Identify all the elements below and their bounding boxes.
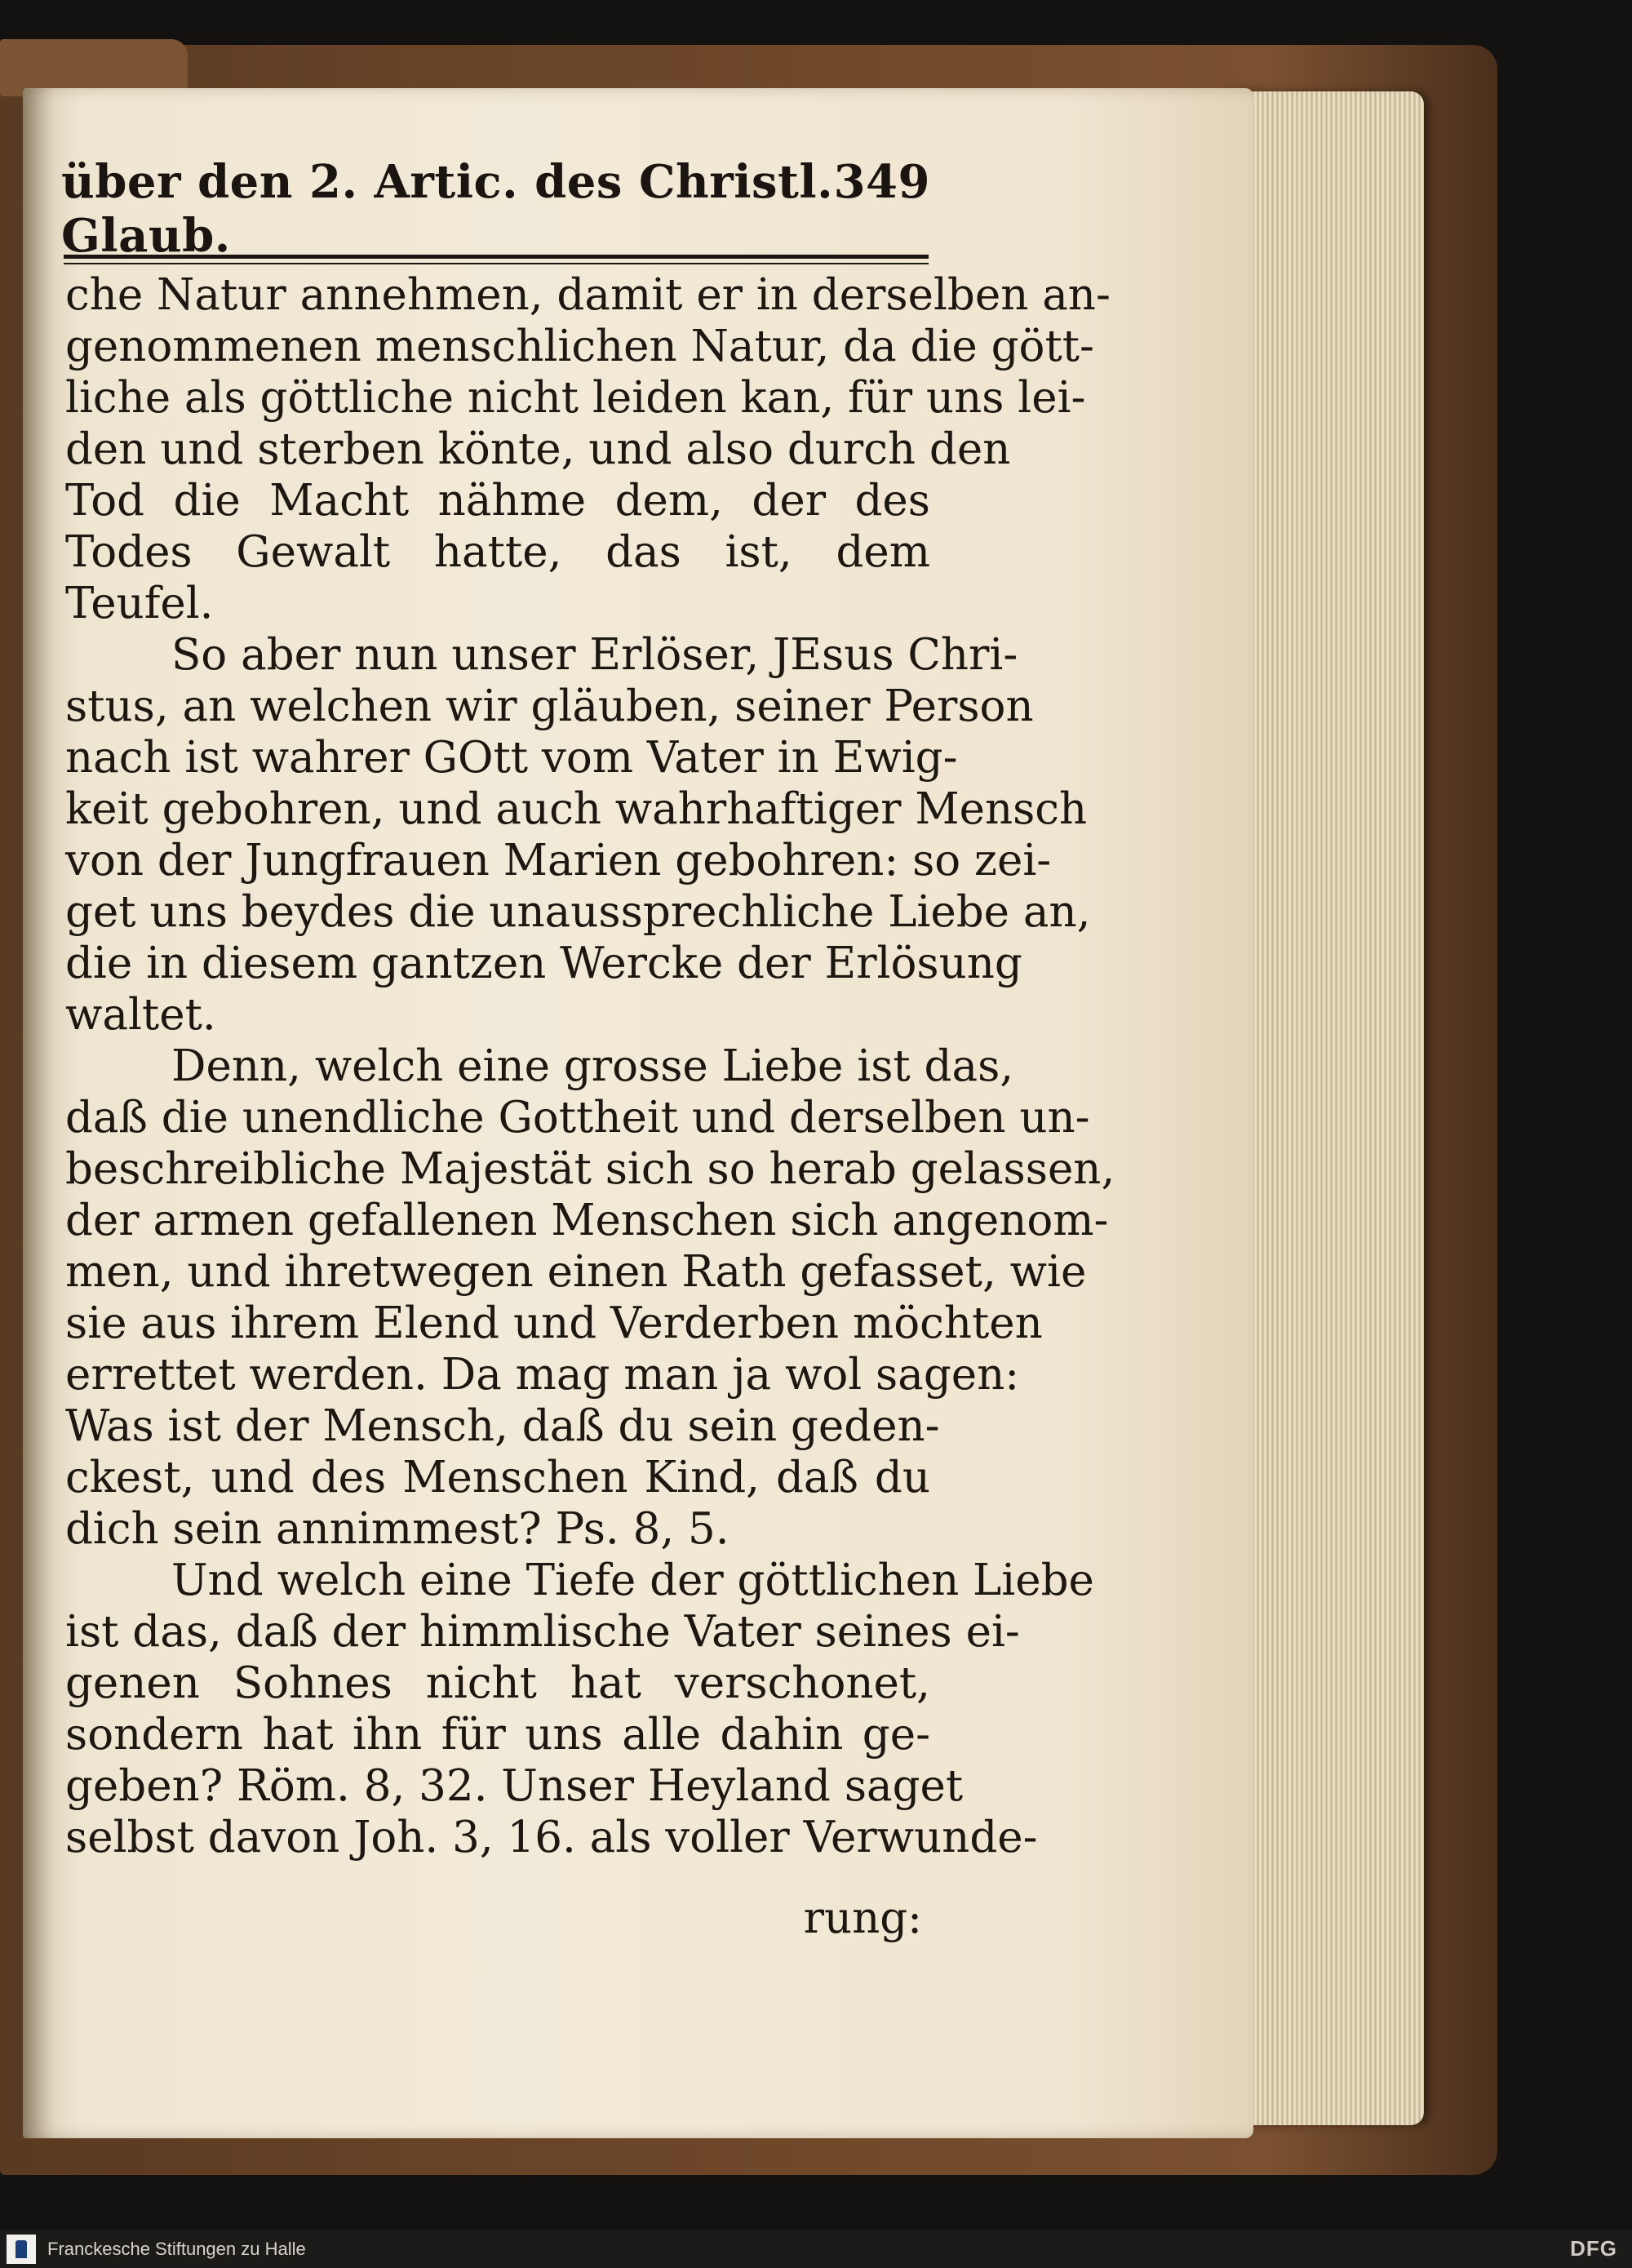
text-line: keit gebohren, und auch wahrhaftiger Mensch: [65, 784, 1088, 834]
header-rule-thin: [64, 263, 929, 264]
body-text: [65, 269, 1115, 1863]
text-line: waltet.: [65, 990, 216, 1040]
text-line: men, und ihretwegen einen Rath gefasset, wie: [65, 1247, 1087, 1297]
catchword: rung:: [803, 1893, 922, 1943]
text-line: errettet werden. Da mag man ja wol sagen:: [65, 1350, 1020, 1400]
text-line: von der Jungfrauen Marien gebohren: so zei-: [65, 836, 1052, 885]
text-line: dich sein annimmest? Ps. 8, 5.: [65, 1504, 730, 1554]
text-line: Todes Gewalt hatte, das ist, dem: [65, 527, 930, 577]
text-line: geben? Röm. 8, 32. Unser Heyland saget: [65, 1761, 964, 1811]
text-line: sondern hat ihn für uns alle dahin ge-: [65, 1710, 930, 1760]
text-line: Denn, welch eine grosse Liebe ist das,: [171, 1041, 1014, 1091]
institution-logo-icon: [7, 2235, 36, 2264]
text-line: beschreibliche Majestät sich so herab gelassen,: [65, 1144, 1115, 1194]
text-line: selbst davon Joh. 3, 16. als voller Verwunde-: [65, 1813, 1038, 1862]
page-number: 349: [833, 155, 930, 209]
text-line: Teufel.: [65, 579, 214, 628]
text-line: der armen gefallenen Menschen sich angenom-: [65, 1196, 1109, 1245]
text-line: die in diesem gantzen Wercke der Erlösung: [65, 939, 1022, 988]
text-line: Was ist der Mensch, daß du sein geden-: [65, 1401, 940, 1451]
footer-credit: Franckesche Stiftungen zu Halle: [47, 2238, 306, 2259]
running-title: über den 2. Artic. des Christl. Glaub.: [61, 155, 834, 263]
text-line: genen Sohnes nicht hat verschonet,: [65, 1658, 930, 1708]
text-line: den und sterben könte, und also durch den: [65, 424, 1011, 474]
dfg-logo: DFG: [1570, 2236, 1617, 2261]
gutter-shadow: [23, 88, 55, 2138]
text-line: get uns beydes die unaussprechliche Liebe an,: [65, 887, 1091, 937]
text-line: ckest, und des Menschen Kind, daß du: [65, 1453, 930, 1502]
text-line: genommenen menschlichen Natur, da die gött-: [65, 322, 1094, 371]
text-line: daß die unendliche Gottheit und derselben un-: [65, 1093, 1090, 1143]
text-line: stus, an welchen wir gläuben, seiner Person: [65, 681, 1034, 731]
text-line: nach ist wahrer GOtt vom Vater in Ewig-: [65, 733, 958, 783]
viewer-footer: [0, 2230, 1632, 2268]
text-line: sie aus ihrem Elend und Verderben möchten: [65, 1298, 1043, 1348]
running-header: [61, 155, 930, 263]
text-line: Tod die Macht nähme dem, der des: [65, 476, 930, 526]
header-rule: [64, 255, 929, 259]
text-line: So aber nun unser Erlöser, JEsus Chri-: [171, 630, 1018, 680]
footer-credit-group: [0, 2235, 306, 2264]
text-line: ist das, daß der himmlische Vater seines ei-: [65, 1607, 1020, 1657]
text-line: che Natur annehmen, damit er in derselben an-: [65, 270, 1111, 320]
text-line: Und welch eine Tiefe der göttlichen Liebe: [171, 1556, 1094, 1605]
text-line: liche als göttliche nicht leiden kan, für uns lei-: [65, 373, 1086, 423]
